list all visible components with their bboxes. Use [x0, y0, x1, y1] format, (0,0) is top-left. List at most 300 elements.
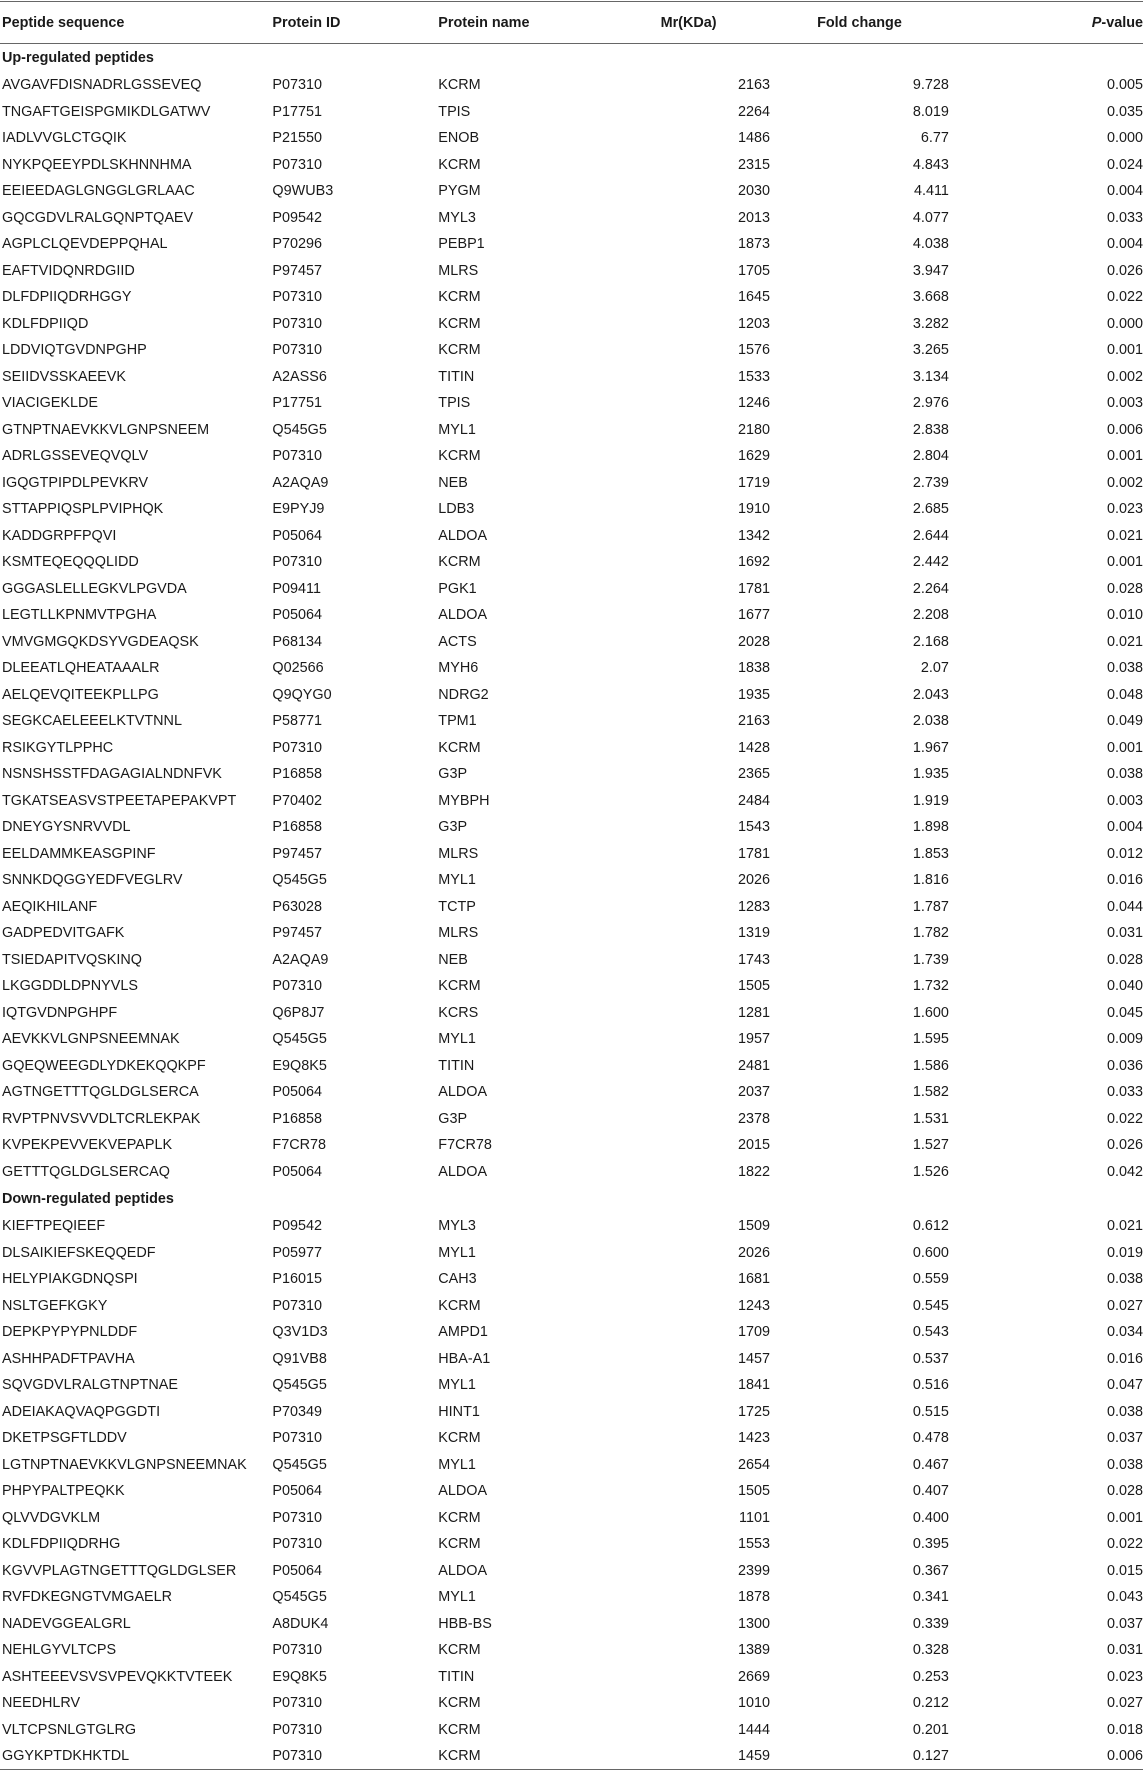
table-row	[0, 1743, 1143, 1770]
cell-p-value: 0.015	[1106, 1562, 1143, 1579]
cell-fold-change: 4.077	[912, 209, 949, 226]
table-row	[0, 125, 1143, 152]
cell-mr: 1645	[737, 289, 770, 306]
cell-fold-change: 2.739	[912, 474, 949, 491]
cell-p-value: 0.037	[1106, 1615, 1143, 1632]
cell-mr: 2037	[737, 1084, 770, 1101]
table-row	[0, 1425, 1143, 1452]
cell-peptide-sequence: HELYPIAKGDNQSPI	[2, 1271, 138, 1288]
cell-peptide-sequence: IGQGTPIPDLPEVKRV	[2, 474, 149, 491]
cell-p-value: 0.023	[1106, 501, 1143, 518]
table-row	[0, 231, 1143, 258]
cell-protein-name: TPIS	[438, 395, 471, 412]
table-row	[0, 682, 1143, 709]
cell-p-value: 0.027	[1106, 1695, 1143, 1712]
cell-peptide-sequence: ADRLGSSEVEQVQLV	[2, 448, 149, 465]
cell-p-value: 0.026	[1106, 262, 1143, 279]
cell-mr: 1509	[737, 1218, 770, 1235]
cell-fold-change: 0.543	[912, 1324, 949, 1341]
cell-fold-change: 0.367	[912, 1562, 949, 1579]
cell-p-value: 0.006	[1106, 421, 1143, 438]
cell-protein-id: E9Q8K5	[272, 1668, 327, 1685]
cell-protein-id: P05064	[272, 607, 323, 624]
cell-protein-name: ALDOA	[438, 527, 488, 544]
cell-peptide-sequence: TGKATSEASVSTPEETAPEPAKVPT	[2, 792, 237, 809]
cell-peptide-sequence: DLEEATLQHEATAAALR	[2, 660, 160, 677]
cell-protein-name: KCRM	[438, 448, 481, 465]
cell-peptide-sequence: IQTGVDNPGHPF	[2, 1004, 118, 1021]
cell-protein-name: MYL1	[438, 1589, 476, 1606]
cell-mr: 2264	[737, 103, 770, 120]
cell-p-value: 0.047	[1106, 1377, 1143, 1394]
cell-p-value: 0.027	[1106, 1297, 1143, 1314]
cell-p-value: 0.001	[1106, 554, 1143, 571]
cell-protein-name: KCRM	[438, 1642, 481, 1659]
table-row	[0, 284, 1143, 311]
cell-p-value: 0.024	[1106, 156, 1143, 173]
table-row	[0, 1690, 1143, 1717]
table-row	[0, 1000, 1143, 1027]
cell-protein-name: KCRM	[438, 1297, 481, 1314]
cell-fold-change: 4.411	[913, 183, 949, 200]
cell-peptide-sequence: LKGGDDLDPNYVLS	[2, 978, 138, 995]
table-row	[0, 1452, 1143, 1479]
cell-fold-change: 0.600	[912, 1244, 949, 1261]
cell-peptide-sequence: KIEFTPEQIEEF	[2, 1218, 106, 1235]
cell-peptide-sequence: ASHTEEEVSVSVPEVQKKTVTEEK	[2, 1668, 233, 1685]
cell-mr: 1101	[739, 1509, 770, 1526]
cell-mr: 2180	[737, 421, 770, 438]
cell-fold-change: 0.612	[912, 1218, 949, 1235]
cell-p-value: 0.044	[1106, 898, 1143, 915]
cell-peptide-sequence: DKETPSGFTLDDV	[2, 1430, 127, 1447]
cell-mr: 1743	[737, 951, 770, 968]
cell-mr: 1629	[737, 448, 770, 465]
cell-protein-id: P97457	[272, 845, 323, 862]
cell-mr: 1246	[737, 395, 770, 412]
cell-protein-name: MYL1	[438, 1031, 476, 1048]
cell-protein-name: KCRS	[438, 1004, 479, 1021]
cell-fold-change: 0.400	[912, 1509, 949, 1526]
cell-peptide-sequence: SEGKCAELEEELKTVTNNL	[2, 713, 182, 730]
cell-peptide-sequence: EEIEEDAGLGNGGLGRLAAC	[2, 183, 195, 200]
cell-p-value: 0.018	[1106, 1721, 1143, 1738]
cell-peptide-sequence: ASHHPADFTPAVHA	[2, 1350, 135, 1367]
table-row	[0, 1399, 1143, 1426]
cell-protein-name: ACTS	[438, 633, 477, 650]
cell-protein-name: KCRM	[438, 1509, 481, 1526]
table-row	[0, 1079, 1143, 1106]
table-row	[0, 894, 1143, 921]
cell-protein-id: A2AQA9	[272, 474, 329, 491]
cell-peptide-sequence: KDLFDPIIQDRHG	[2, 1536, 121, 1553]
cell-protein-id: P16858	[272, 766, 323, 783]
table-row	[0, 443, 1143, 470]
cell-peptide-sequence: EELDAMMKEASGPINF	[2, 845, 156, 862]
cell-fold-change: 1.586	[912, 1057, 949, 1074]
cell-p-value: 0.016	[1106, 1350, 1143, 1367]
cell-protein-name: KCRM	[438, 315, 481, 332]
cell-protein-id: E9Q8K5	[272, 1057, 327, 1074]
cell-mr: 1486	[737, 130, 770, 147]
cell-fold-change: 1.531	[912, 1110, 949, 1127]
cell-peptide-sequence: SNNKDQGGYEDFVEGLRV	[2, 872, 183, 889]
cell-peptide-sequence: AGTNGETTTQGLDGLSERCA	[2, 1084, 199, 1101]
cell-protein-id: P97457	[272, 262, 323, 279]
cell-p-value: 0.000	[1106, 130, 1143, 147]
cell-mr: 1444	[737, 1721, 770, 1738]
cell-fold-change: 2.264	[912, 580, 949, 597]
cell-protein-id: P07310	[272, 1743, 438, 1770]
cell-protein-id: P07310	[272, 289, 323, 306]
cell-protein-name: TPM1	[438, 713, 477, 730]
cell-fold-change: 3.282	[912, 315, 949, 332]
cell-protein-id: P58771	[272, 713, 323, 730]
table-row	[0, 973, 1143, 1000]
cell-protein-id: P68134	[272, 633, 323, 650]
cell-p-value: 0.009	[1106, 1031, 1143, 1048]
table-row	[0, 1053, 1143, 1080]
cell-p-value: 0.031	[1106, 1642, 1143, 1659]
cell-peptide-sequence: LDDVIQTGVDNPGHP	[2, 342, 147, 359]
cell-mr: 1543	[737, 819, 770, 836]
table-row	[0, 841, 1143, 868]
cell-protein-name: MYH6	[438, 660, 479, 677]
cell-mr: 2026	[737, 872, 770, 889]
cell-mr: 1010	[737, 1695, 770, 1712]
cell-peptide-sequence: GQCGDVLRALGQNPTQAEV	[2, 209, 194, 226]
cell-peptide-sequence: ADEIAKAQVAQPGGDTI	[2, 1403, 161, 1420]
cell-p-value: 0.026	[1106, 1137, 1143, 1154]
table-row	[0, 311, 1143, 338]
cell-mr: 1243	[737, 1297, 770, 1314]
cell-protein-name: PGK1	[438, 580, 477, 597]
cell-mr: 2163	[737, 77, 770, 94]
cell-fold-change: 0.339	[912, 1615, 949, 1632]
cell-protein-name: ALDOA	[438, 1084, 488, 1101]
cell-p-value: 0.019	[1106, 1244, 1143, 1261]
cell-protein-name: TITIN	[438, 368, 475, 385]
cell-fold-change: 1.898	[912, 819, 949, 836]
cell-mr: 2315	[737, 156, 770, 173]
cell-protein-id: P05064	[272, 1483, 323, 1500]
table-row	[0, 1558, 1143, 1585]
cell-fold-change: 1.782	[912, 925, 949, 942]
cell-peptide-sequence: LEGTLLKPNMVTPGHA	[2, 607, 157, 624]
cell-fold-change: 1.787	[912, 898, 949, 915]
table-row	[0, 947, 1143, 974]
cell-protein-name: MLRS	[438, 925, 479, 942]
cell-fold-change: 2.043	[912, 686, 949, 703]
section-header-row	[0, 44, 1143, 73]
table-row	[0, 1664, 1143, 1691]
cell-p-value: 0.004	[1106, 183, 1143, 200]
table-row	[0, 523, 1143, 550]
cell-p-value: 0.035	[1106, 103, 1143, 120]
cell-mr: 1705	[737, 262, 770, 279]
cell-protein-id: P05064	[272, 1163, 323, 1180]
header-p-value	[949, 2, 1143, 44]
cell-peptide-sequence: KSMTEQEQQQLIDD	[2, 554, 139, 571]
cell-protein-id: P07310	[272, 1695, 323, 1712]
cell-protein-name: ALDOA	[438, 1483, 488, 1500]
cell-p-value: 0.036	[1106, 1057, 1143, 1074]
cell-p-value: 0.028	[1106, 1483, 1143, 1500]
cell-peptide-sequence: STTAPPIQSPLPVIPHQK	[2, 501, 164, 518]
cell-mr: 1457	[737, 1350, 770, 1367]
cell-peptide-sequence: VIACIGEKLDE	[2, 395, 98, 412]
header-p-suffix: -value	[1101, 14, 1143, 31]
cell-mr: 2399	[737, 1562, 770, 1579]
cell-peptide-sequence: GGYKPTDKHKTDL	[0, 1743, 272, 1770]
table-row	[0, 496, 1143, 523]
cell-p-value: 0.045	[1106, 1004, 1143, 1021]
cell-mr: 2484	[737, 792, 770, 809]
cell-p-value: 0.033	[1106, 209, 1143, 226]
table-row	[0, 761, 1143, 788]
cell-fold-change: 9.728	[912, 77, 949, 94]
cell-peptide-sequence: AELQEVQITEEKPLLPG	[2, 686, 159, 703]
cell-p-value: 0.034	[1106, 1324, 1143, 1341]
cell-p-value: 0.002	[1106, 368, 1143, 385]
cell-mr: 1841	[737, 1377, 770, 1394]
cell-mr: 1781	[737, 845, 770, 862]
cell-peptide-sequence: GETTTQGLDGLSERCAQ	[2, 1163, 170, 1180]
cell-protein-name: AMPD1	[438, 1324, 488, 1341]
cell-protein-name: ALDOA	[438, 1562, 488, 1579]
cell-protein-id: Q545G5	[272, 1377, 327, 1394]
table-row	[0, 1505, 1143, 1532]
table-row	[0, 1372, 1143, 1399]
table-row	[0, 867, 1143, 894]
cell-protein-id: Q545G5	[272, 1031, 327, 1048]
table-row	[0, 1132, 1143, 1159]
cell-mr: 1873	[737, 236, 770, 253]
cell-peptide-sequence: VMVGMGQKDSYVGDEAQSK	[2, 633, 199, 650]
cell-fold-change: 0.395	[912, 1536, 949, 1553]
cell-protein-id: P05064	[272, 1084, 323, 1101]
cell-p-value: 0.001	[1106, 1509, 1143, 1526]
cell-protein-id: P09542	[272, 1218, 323, 1235]
header-peptide-sequence: Peptide sequence	[0, 2, 272, 44]
cell-protein-name: KCRM	[438, 1536, 481, 1553]
cell-mr: 1459	[607, 1743, 770, 1770]
cell-protein-name: KCRM	[438, 1430, 481, 1447]
header-protein-name: Protein name	[438, 2, 607, 44]
cell-protein-id: P07310	[272, 77, 323, 94]
cell-mr: 1725	[737, 1403, 770, 1420]
cell-protein-id: P07310	[272, 978, 323, 995]
cell-peptide-sequence: TNGAFTGEISPGMIKDLGATWV	[2, 103, 211, 120]
cell-fold-change: 2.976	[912, 395, 949, 412]
cell-mr: 1505	[737, 1483, 770, 1500]
cell-peptide-sequence: VLTCPSNLGTGLRG	[2, 1721, 137, 1738]
cell-fold-change: 2.208	[912, 607, 949, 624]
table-row	[0, 549, 1143, 576]
cell-mr: 1281	[737, 1004, 770, 1021]
table-row	[0, 258, 1143, 285]
cell-protein-name: MYL1	[438, 1377, 476, 1394]
cell-protein-name: TPIS	[438, 103, 471, 120]
cell-peptide-sequence: DLFDPIIQDRHGGY	[2, 289, 132, 306]
cell-protein-name: TITIN	[438, 1668, 475, 1685]
cell-protein-name: KCRM	[438, 77, 481, 94]
cell-protein-id: P07310	[272, 739, 323, 756]
table-row	[0, 1026, 1143, 1053]
cell-fold-change: 3.265	[912, 342, 949, 359]
table-row	[0, 1346, 1143, 1373]
cell-protein-id: P63028	[272, 898, 323, 915]
cell-fold-change: 0.559	[912, 1271, 949, 1288]
cell-fold-change: 3.134	[912, 368, 949, 385]
cell-fold-change: 6.77	[920, 130, 949, 147]
cell-p-value: 0.006	[949, 1743, 1143, 1770]
cell-mr: 1505	[737, 978, 770, 995]
cell-protein-id: Q02566	[272, 660, 324, 677]
cell-protein-id: P05977	[272, 1244, 323, 1261]
cell-p-value: 0.001	[1106, 342, 1143, 359]
cell-protein-id: P05064	[272, 1562, 323, 1579]
cell-protein-name: MYL1	[438, 1456, 476, 1473]
cell-fold-change: 2.442	[912, 554, 949, 571]
cell-p-value: 0.038	[1106, 766, 1143, 783]
cell-protein-id: A2ASS6	[272, 368, 327, 385]
section-title: Down-regulated peptides	[2, 1191, 174, 1207]
cell-fold-change: 1.816	[912, 872, 949, 889]
cell-mr: 1342	[737, 527, 770, 544]
cell-fold-change: 0.545	[912, 1297, 949, 1314]
cell-p-value: 0.012	[1106, 845, 1143, 862]
cell-protein-name: TITIN	[438, 1057, 475, 1074]
table-row	[0, 1531, 1143, 1558]
cell-protein-id: P70296	[272, 236, 323, 253]
cell-peptide-sequence: SQVGDVLRALGTNPTNAE	[2, 1377, 178, 1394]
cell-mr: 1957	[737, 1031, 770, 1048]
cell-protein-name: KCRM	[438, 1695, 481, 1712]
cell-protein-id: P07310	[272, 554, 323, 571]
cell-protein-name: KCRM	[438, 342, 481, 359]
cell-protein-name: G3P	[438, 819, 468, 836]
cell-fold-change: 8.019	[912, 103, 949, 120]
cell-protein-id: P07310	[272, 1430, 323, 1447]
cell-peptide-sequence: NADEVGGEALGRL	[2, 1615, 131, 1632]
cell-protein-id: E9PYJ9	[272, 501, 325, 518]
cell-protein-name: F7CR78	[438, 1137, 492, 1154]
cell-protein-name: KCRM	[438, 1743, 607, 1770]
cell-protein-id: P97457	[272, 925, 323, 942]
cell-p-value: 0.028	[1106, 951, 1143, 968]
cell-mr: 1719	[737, 474, 770, 491]
cell-mr: 1553	[737, 1536, 770, 1553]
header-mr: Mr(KDa)	[607, 2, 770, 44]
cell-peptide-sequence: DLSAIKIEFSKEQQEDF	[2, 1244, 156, 1261]
cell-peptide-sequence: AGPLCLQEVDEPPQHAL	[2, 236, 168, 253]
cell-p-value: 0.038	[1106, 660, 1143, 677]
cell-peptide-sequence: KDLFDPIIQD	[2, 315, 89, 332]
cell-mr: 1203	[737, 315, 770, 332]
cell-peptide-sequence: GGGASLELLEGKVLPGVDA	[2, 580, 187, 597]
cell-protein-id: P70402	[272, 792, 323, 809]
cell-mr: 2015	[737, 1137, 770, 1154]
header-p-italic: P	[1091, 14, 1102, 31]
table-row	[0, 152, 1143, 179]
cell-fold-change: 1.595	[912, 1031, 949, 1048]
cell-fold-change: 0.253	[912, 1668, 949, 1685]
cell-protein-name: NEB	[438, 474, 468, 491]
cell-protein-name: HINT1	[438, 1403, 480, 1420]
cell-fold-change: 1.526	[912, 1163, 949, 1180]
cell-mr: 1692	[737, 554, 770, 571]
table-row	[0, 178, 1143, 205]
cell-p-value: 0.022	[1106, 1110, 1143, 1127]
cell-protein-id: Q6P8J7	[272, 1004, 325, 1021]
cell-mr: 1910	[737, 501, 770, 518]
cell-protein-id: P16858	[272, 819, 323, 836]
cell-fold-change: 2.038	[912, 713, 949, 730]
cell-peptide-sequence: RVPTPNVSVVDLTCRLEKPAK	[2, 1110, 201, 1127]
cell-peptide-sequence: RVFDKEGNGTVMGAELR	[2, 1589, 173, 1606]
table-row	[0, 99, 1143, 126]
cell-protein-id: P16858	[272, 1110, 323, 1127]
table-row	[0, 417, 1143, 444]
cell-protein-name: MYL1	[438, 872, 476, 889]
cell-protein-id: A2AQA9	[272, 951, 329, 968]
cell-peptide-sequence: IADLVVGLCTGQIK	[2, 130, 127, 147]
table-row	[0, 390, 1143, 417]
cell-protein-id: P07310	[272, 342, 323, 359]
cell-mr: 1781	[737, 580, 770, 597]
cell-protein-id: Q9QYG0	[272, 686, 332, 703]
cell-protein-id: Q3V1D3	[272, 1324, 328, 1341]
cell-protein-name: MYL3	[438, 209, 476, 226]
cell-p-value: 0.042	[1106, 1163, 1143, 1180]
cell-fold-change: 2.685	[912, 501, 949, 518]
cell-peptide-sequence: GTNPTNAEVKKVLGNPSNEEM	[2, 421, 210, 438]
cell-protein-id: P17751	[272, 395, 323, 412]
cell-mr: 1300	[737, 1615, 770, 1632]
cell-mr: 1533	[737, 368, 770, 385]
cell-peptide-sequence: NEHLGYVLTCPS	[2, 1642, 117, 1659]
table-row	[0, 1106, 1143, 1133]
cell-mr: 2030	[737, 183, 770, 200]
cell-protein-name: ENOB	[438, 130, 480, 147]
cell-p-value: 0.001	[1106, 739, 1143, 756]
cell-protein-name: KCRM	[438, 739, 481, 756]
cell-peptide-sequence: AVGAVFDISNADRLGSSEVEQ	[2, 77, 202, 94]
cell-fold-change: 2.07	[920, 660, 949, 677]
cell-p-value: 0.004	[1106, 819, 1143, 836]
cell-protein-id: Q91VB8	[272, 1350, 327, 1367]
cell-protein-name: PEBP1	[438, 236, 485, 253]
table-row	[0, 602, 1143, 629]
cell-peptide-sequence: QLVVDGVKLM	[2, 1509, 101, 1526]
cell-mr: 1681	[737, 1271, 770, 1288]
cell-protein-name: KCRM	[438, 1721, 481, 1738]
cell-peptide-sequence: TSIEDAPITVQSKINQ	[2, 951, 142, 968]
cell-fold-change: 1.739	[912, 951, 949, 968]
cell-peptide-sequence: PHPYPALTPEQKK	[2, 1483, 125, 1500]
table-row	[0, 470, 1143, 497]
cell-fold-change: 3.947	[912, 262, 949, 279]
cell-mr: 2013	[737, 209, 770, 226]
cell-mr: 2026	[737, 1244, 770, 1261]
cell-protein-id: P21550	[272, 130, 323, 147]
cell-p-value: 0.031	[1106, 925, 1143, 942]
cell-fold-change: 0.407	[912, 1483, 949, 1500]
table-row	[0, 920, 1143, 947]
cell-fold-change: 1.935	[912, 766, 949, 783]
cell-protein-name: KCRM	[438, 156, 481, 173]
